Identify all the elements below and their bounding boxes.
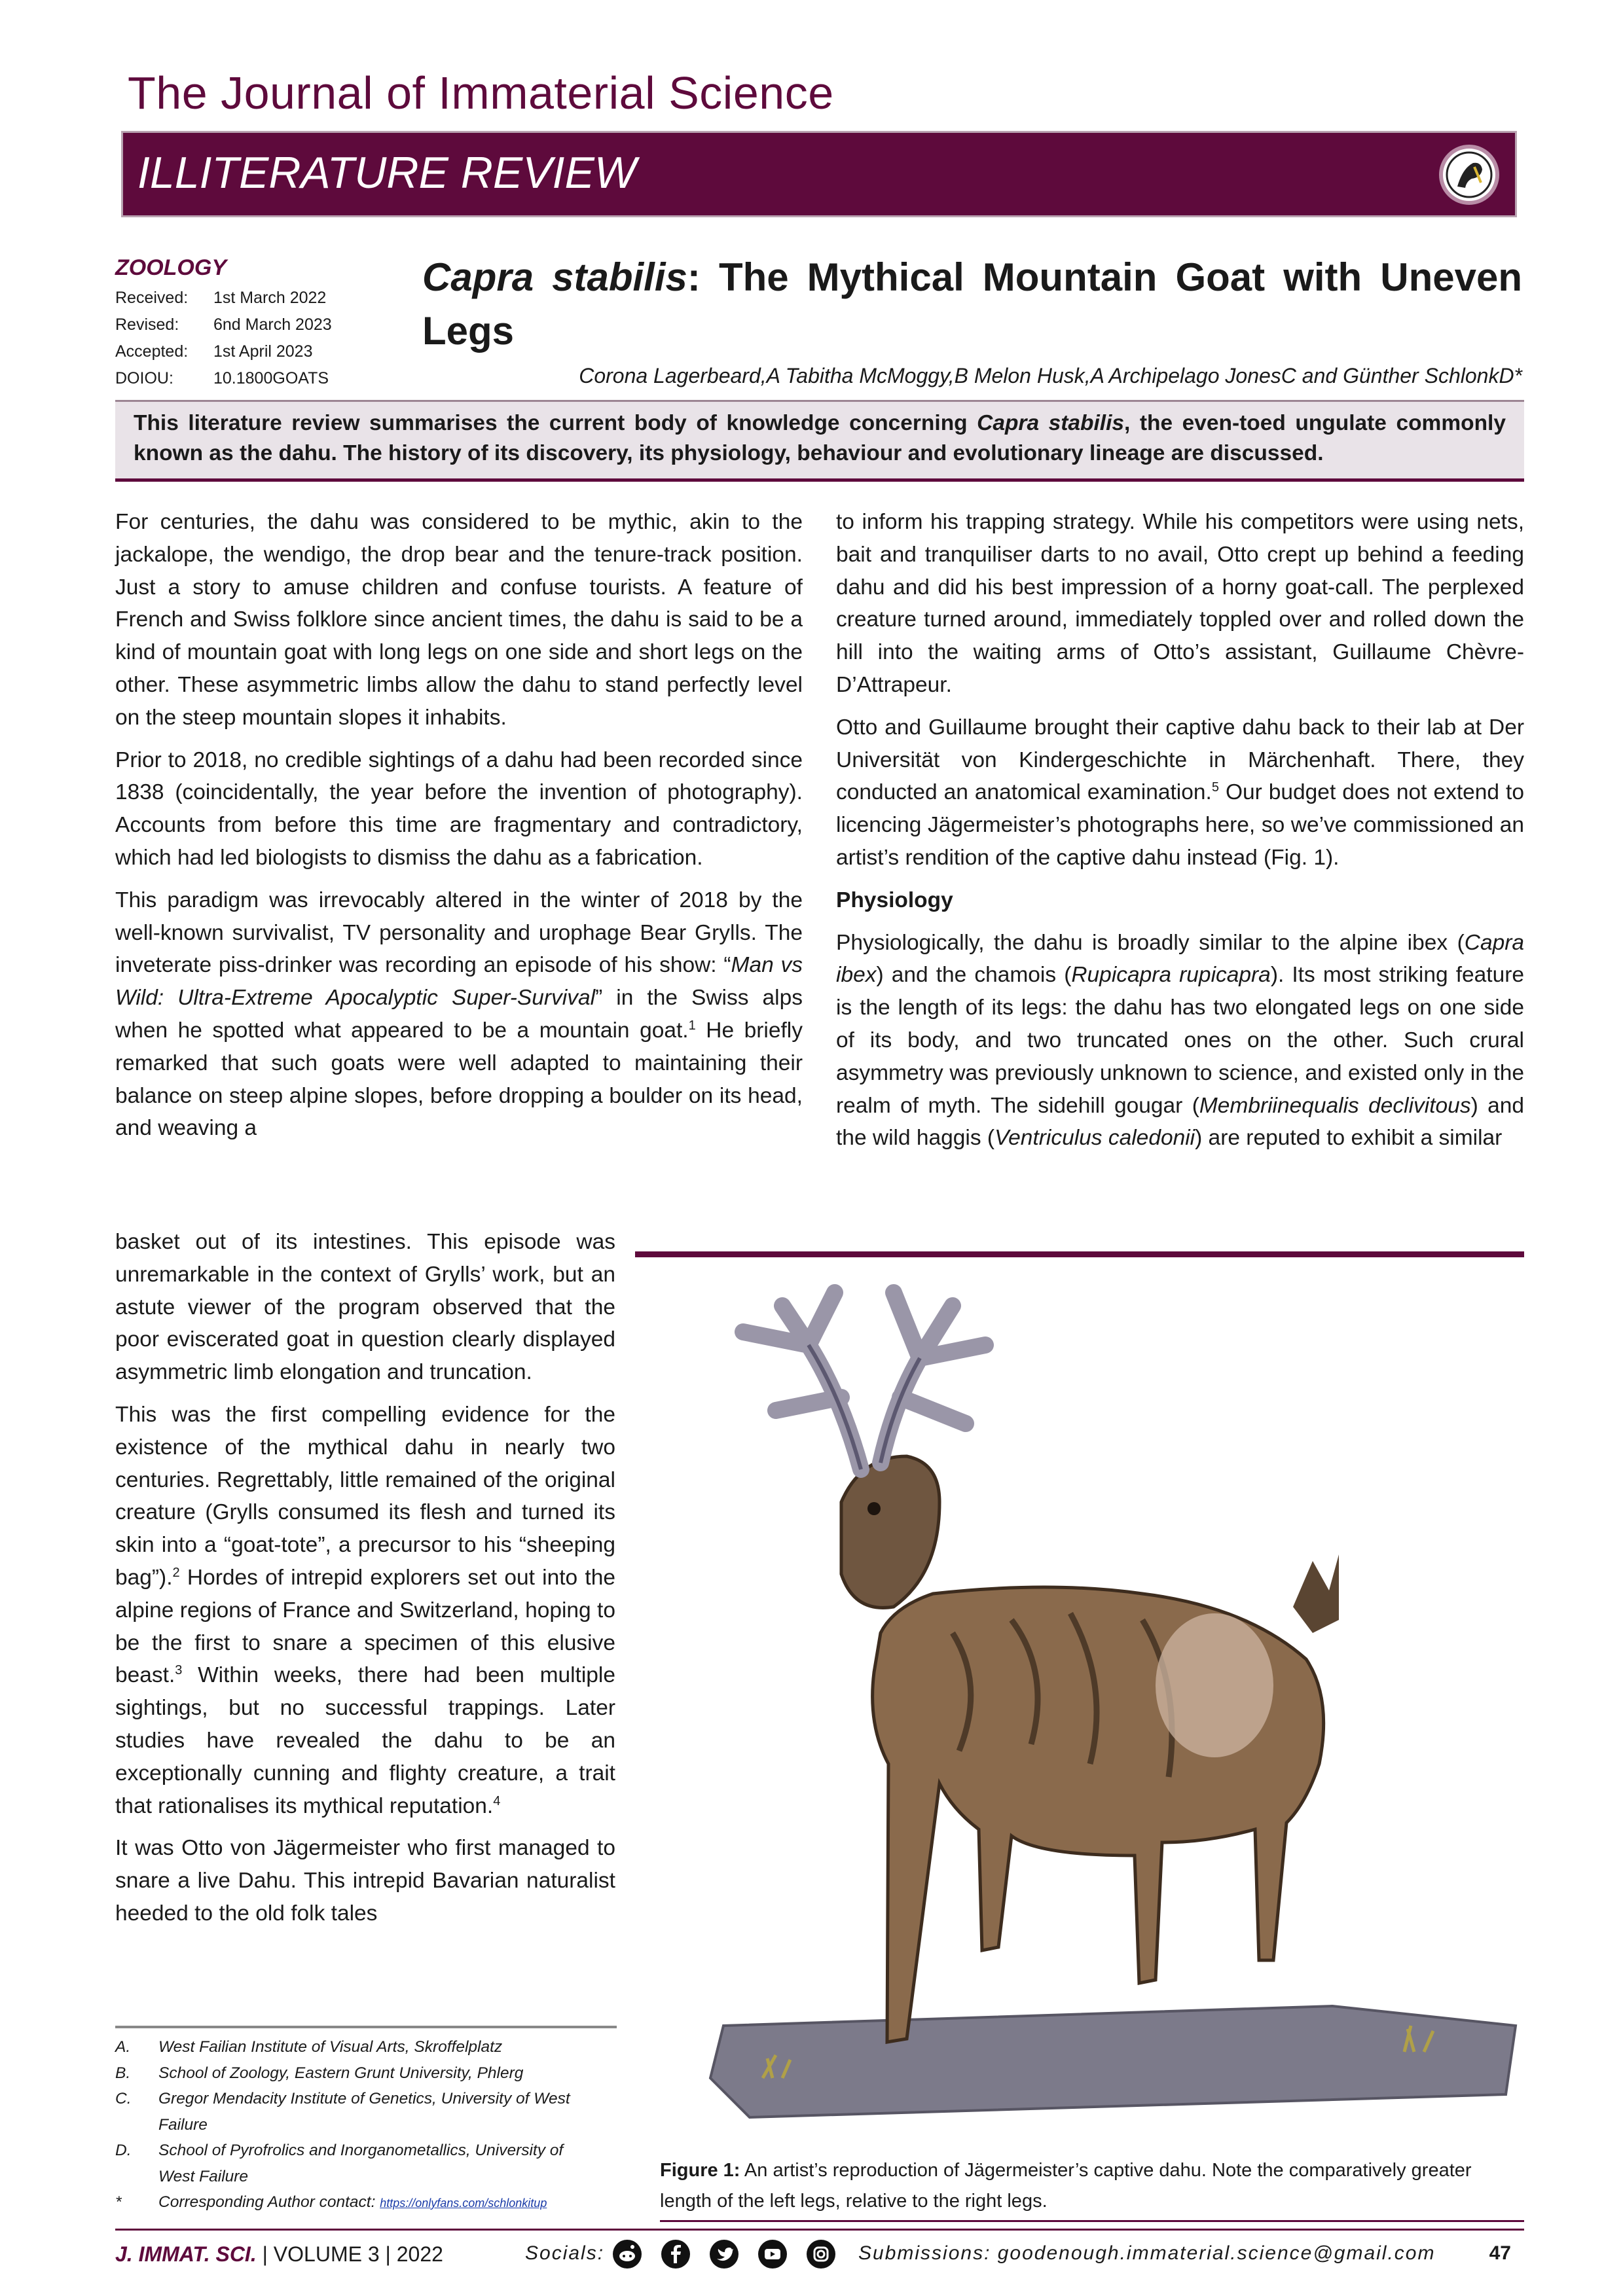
page-footer [115,2237,1524,2276]
paragraph: Otto and Guillaume brought their captive dahu back to their lab at Der Universität von Kindergeschichte in Märchenhaft. There, they conducted an anatomical examination.$^5$ Our budget does not extend to licencing Jägermeister’s photographs here, so we’ve commissioned an artist’s rendition of the captive dahu instead (Fig. 1). [836,715,1524,870]
footer-journal: J. IMMAT. SCI. | VOLUME 3 | 2022 [115,2242,443,2266]
footnote-item: D. School of Pyrofrolics and Inorganometallics, University of West Failure [115,2142,564,2185]
article-meta [115,255,332,392]
section-banner [121,131,1517,217]
article-title: Capra stabilis: The Mythical Mountain Goat with Uneven Legs [422,255,1522,353]
twitter-icon[interactable] [710,2240,739,2269]
abstract: This literature review summarises the current body of knowledge concerning Capra stabilis, the even-toed ungulate commonly known as the dahu. The history of its discovery, its physiology, behaviour and evolutionary lineage are discussed. [115,400,1524,482]
meta-row-received: Received: 1st March 2022 [115,289,327,307]
author-list: Corona Lagerbeard,A Tabitha McMoggy,B Melon Husk,A Archipelago JonesC and Günther SchlonkD* [579,364,1522,387]
footnote-item: A. West Failian Institute of Visual Arts, Skroffelplatz [115,2038,503,2056]
paragraph: For centuries, the dahu was considered to be mythic, akin to the jackalope, the wendigo, the drop bear and the tenure-track position. Just a story to amuse children and confuse tourists. A feature of French and Swiss folklore since ancient times, the dahu is said to be a kind of mountain goat with long legs on one side and short legs on the other. These asymmetric limbs allow the dahu to stand perfectly level on the steep mountain slopes it inhabits. [115,510,803,730]
social-icons [613,2240,835,2269]
footnote-rule [115,2026,617,2028]
body-column-left-top [115,506,803,1155]
dahu-illustration [645,1266,1525,2137]
journal-logo-icon [1439,145,1499,205]
paragraph: This paradigm was irrevocably altered in the winter of 2018 by the well-known survivalist, TV personality and urophage Bear Grylls. The inveterate piss-drinker was recording an episode of his show: “Man vs Wild: Ultra-Extreme Apocalyptic Super-Survival” in the Swiss alps when he spotted what appeared to be a mountain goat.$^1$ He briefly remarked that such goats were well adapted to maintaining their balance on steep alpine slopes, before dropping a boulder on its head, and weaving a [115,888,803,1141]
instagram-icon[interactable] [807,2240,835,2269]
section-label: ILLITERATURE REVIEW [137,148,636,198]
body-column-right [836,506,1524,1164]
subject-label: ZOOLOGY [115,255,227,280]
submissions-email: Submissions: goodenough.immaterial.science@gmail.com [858,2242,1436,2264]
youtube-icon[interactable] [758,2240,787,2269]
paragraph: It was Otto von Jägermeister who first managed to snare a live Dahu. This intrepid Bavarian naturalist heeded to the old folk tales [115,1836,615,1926]
paragraph: Physiologically, the dahu is broadly similar to the alpine ibex (Capra ibex) and the chamois (Rupicapra rupicapra). Its most striking feature is the length of its legs: the dahu has two elongated legs on one side of its body, and two truncated ones on the other. Such crural asymmetry was previously unknown to science, and existed only in the realm of myth. The sidehill gougar (Membriinequalis declivitous) and the wild haggis (Ventriculus caledonii) are reputed to exhibit a similar [836,930,1525,1151]
paragraph: basket out of its intestines. This episode was unremarkable in the context of Grylls’ work, but an astute viewer of the program observed that the poor eviscerated goat in question clearly displayed asymmetric limb elongation and truncation. [115,1230,615,1385]
footnote-item: C. Gregor Mendacity Institute of Genetics, University of West Failure [115,2090,570,2134]
body-column-left-bottom [115,1226,615,1940]
socials-label: Socials: [525,2242,605,2264]
section-heading: Physiology [836,888,953,912]
figure-top-rule [635,1251,1524,1257]
meta-row-doi: DOIOU: 10.1800GOATS [115,369,329,387]
caption-rule [660,2220,1524,2222]
author-contact-link[interactable]: https://onlyfans.com/schlonkitup [380,2197,547,2210]
figure-caption: Figure 1: An artist’s reproduction of Jägermeister’s captive dahu. Note the comparatively greater length of the left legs, relative to the right legs. [660,2160,1472,2212]
paragraph: to inform his trapping strategy. While his competitors were using nets, bait and tranquiliser darts to no avail, Otto crept up behind a feeding dahu and did his best impression of a horny goat-call. The perplexed creature turned around, immediately toppled over and rolled down the hill into the waiting arms of Otto’s assistant, Guillaume Chèvre-D’Attrapeur. [836,510,1524,697]
footnote-item: * Corresponding Author contact: https://onlyfans.com/schlonkitup [115,2193,547,2211]
journal-title: The Journal of Immaterial Science [128,67,834,118]
meta-row-revised: Revised: 6nd March 2023 [115,315,332,334]
reddit-icon[interactable] [613,2240,642,2269]
paragraph: This was the first compelling evidence for the existence of the mythical dahu in nearly two centuries. Regrettably, little remained of the original creature (Grylls consumed its flesh and turned its skin into a “goat-tote”, a precursor to his “sheeping bag”).$^2$ Hordes of intrepid explorers set out into the alpine regions of France and Switzerland, hoping to be the first to snare a specimen of this elusive beast.$^3$ Within weeks, there had been multiple sightings, but no successful trappings. Later studies have revealed the dahu to be an exceptionally cunning and flighty creature, a trait that rationalises its mythical reputation.$^4$ [115,1402,615,1818]
paragraph: Prior to 2018, no credible sightings of a dahu had been recorded since 1838 (coincidentally, the year before the invention of photography). Accounts from before this time are fragmentary and contradictory, which had led biologists to dismiss the dahu as a fabrication. [115,747,803,870]
page-number: 47 [1489,2242,1511,2264]
footnote-item: B. School of Zoology, Eastern Grunt University, Phlerg [115,2064,524,2082]
facebook-icon[interactable] [661,2240,690,2269]
meta-row-accepted: Accepted: 1st April 2023 [115,342,313,361]
footer-rule [115,2229,1524,2231]
affiliations [115,2034,597,2217]
